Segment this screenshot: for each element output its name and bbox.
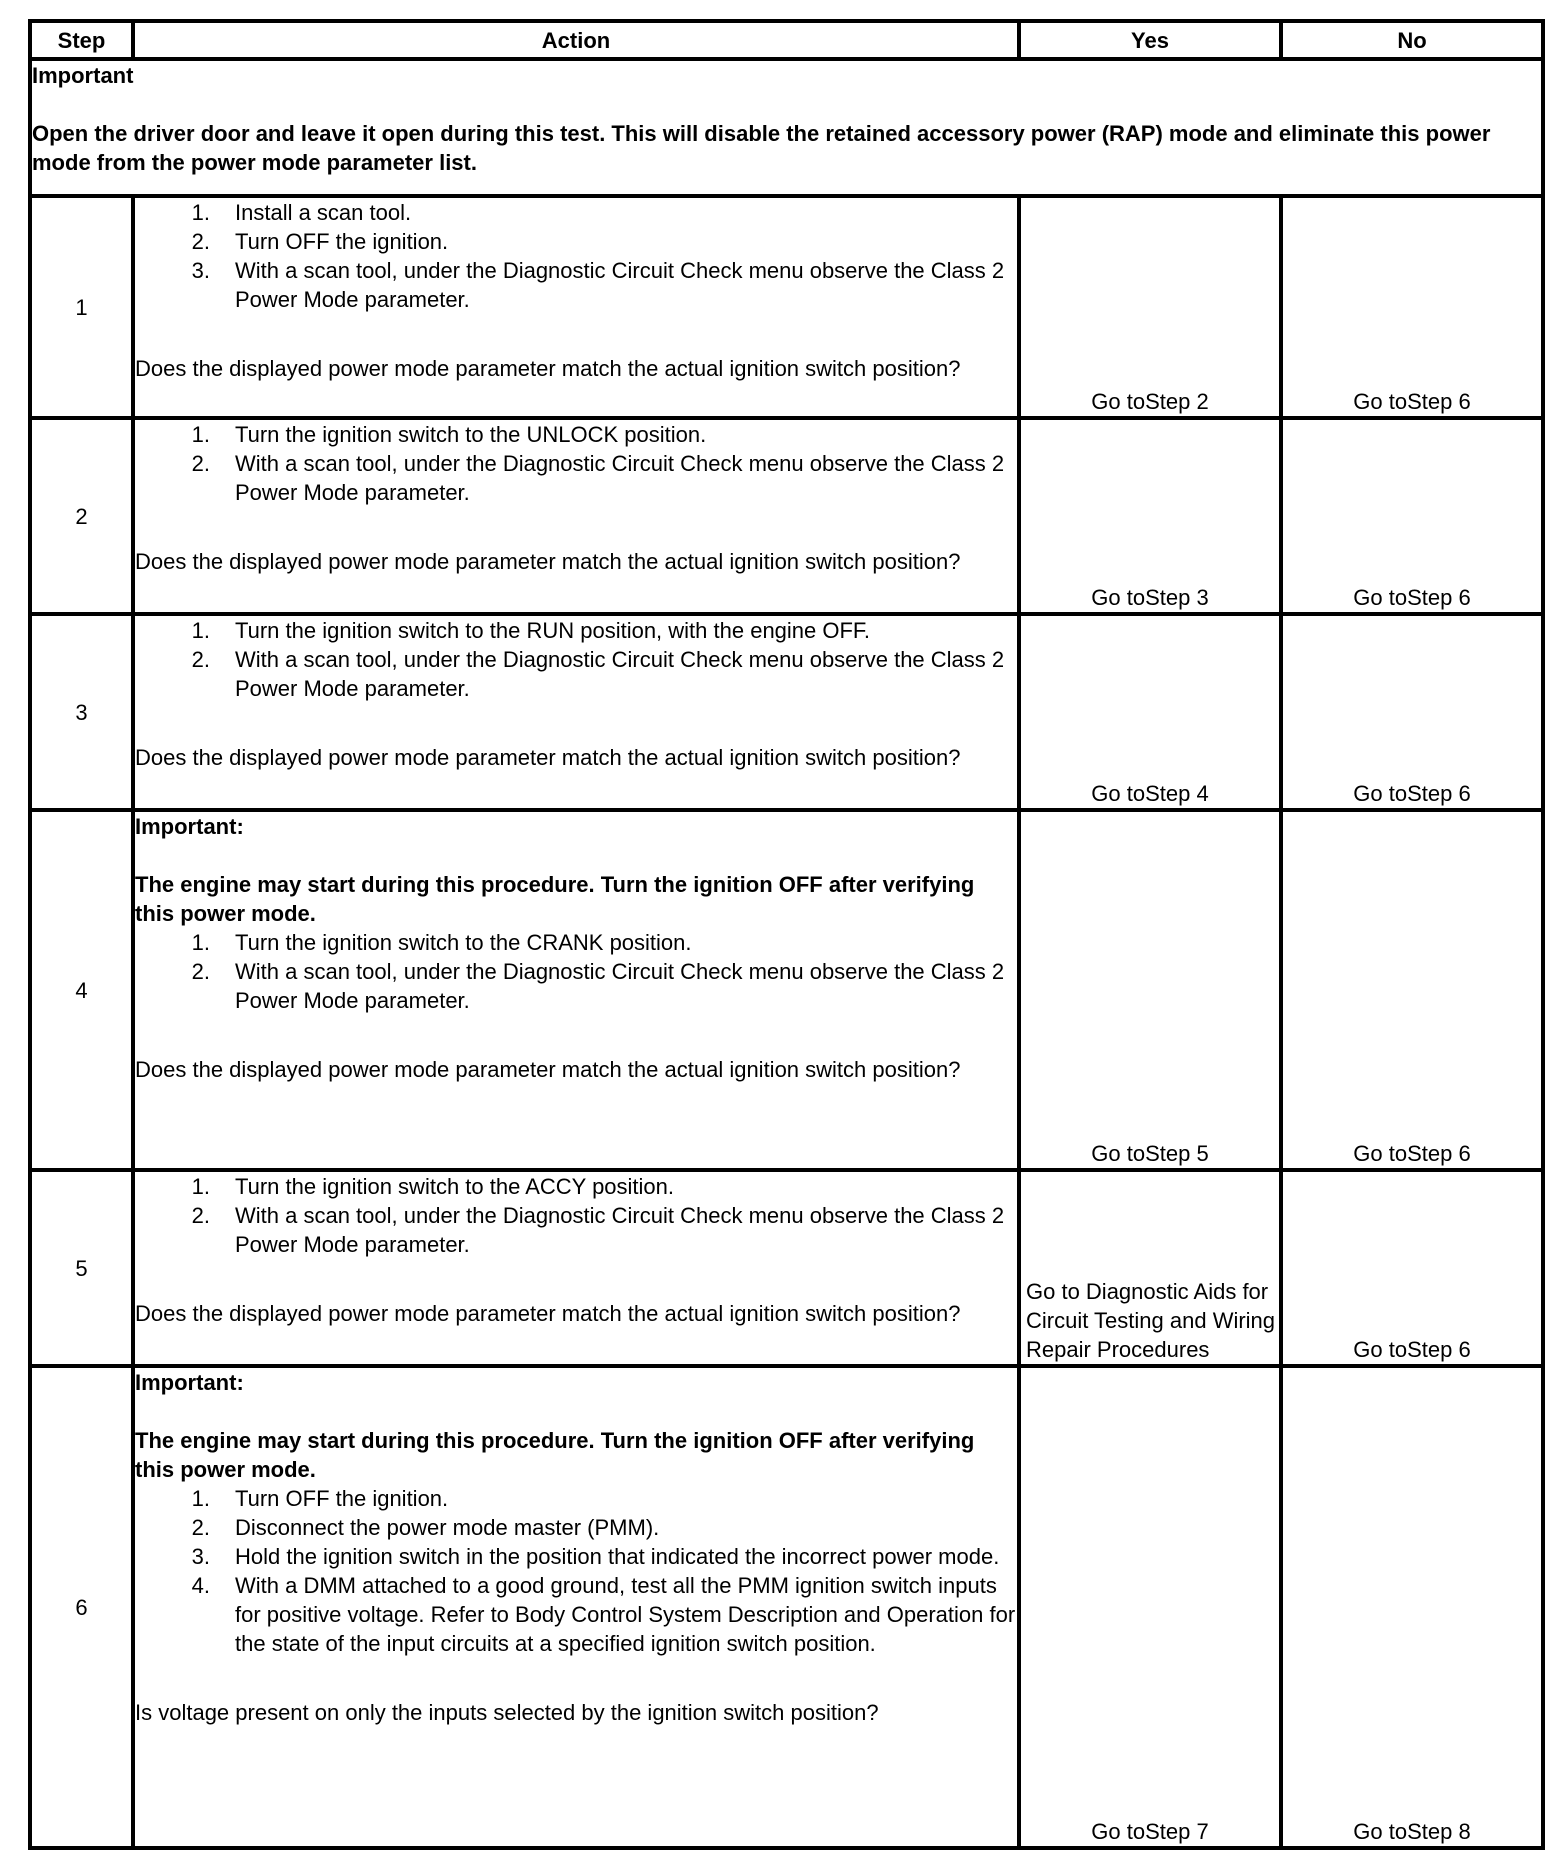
- action-cell: [133, 1366, 1019, 1848]
- list-text: With a scan tool, under the Diagnostic Circuit Check menu observe the Class 2 Power Mode parameter.: [235, 451, 1005, 505]
- yes-result: Go toStep 3: [1019, 418, 1281, 614]
- action-list: [135, 616, 1017, 703]
- important-note-body: Open the driver door and leave it open during this test. This will disable the retained accessory power (RAP) mode and eliminate this power mode from the power mode parameter list.: [32, 121, 1491, 175]
- question: Does the displayed power mode parameter match the actual ignition switch position?: [135, 745, 961, 770]
- list-number: 1.: [191, 422, 210, 447]
- action-cell: [133, 614, 1019, 810]
- list-number: 2.: [191, 1515, 210, 1540]
- yes-result: Go to Diagnostic Aids for Circuit Testing and Wiring Repair Procedures: [1019, 1170, 1281, 1366]
- action-cell: [133, 418, 1019, 614]
- yes-result: Go toStep 5: [1019, 810, 1281, 1170]
- question: Does the displayed power mode parameter match the actual ignition switch position?: [135, 1301, 961, 1326]
- list-text: Turn the ignition switch to the RUN position, with the engine OFF.: [235, 618, 871, 643]
- list-item: [191, 1484, 1017, 1513]
- list-item: [191, 1172, 1017, 1201]
- important-note: [30, 59, 1543, 196]
- action-list: [135, 1484, 1017, 1658]
- list-text: Install a scan tool.: [235, 200, 412, 225]
- list-text: With a DMM attached to a good ground, test all the PMM ignition switch inputs for positive voltage. Refer to Body Control System Description and Operation for the state of the input circuits at a specified ignition switch position.: [235, 1573, 1016, 1656]
- list-text: Turn OFF the ignition.: [235, 1486, 449, 1511]
- list-number: 1.: [191, 930, 210, 955]
- list-item: [191, 198, 1017, 227]
- step-number: 2: [30, 418, 133, 614]
- action-cell: [133, 196, 1019, 418]
- table-row: [30, 418, 1543, 614]
- question: Does the displayed power mode parameter match the actual ignition switch position?: [135, 549, 961, 574]
- action-list: [135, 928, 1017, 1015]
- header-step: Step: [30, 21, 133, 59]
- list-item: [191, 645, 1017, 703]
- important-title: Important:: [135, 814, 244, 839]
- list-text: With a scan tool, under the Diagnostic Circuit Check menu observe the Class 2 Power Mode parameter.: [235, 258, 1005, 312]
- no-result: Go toStep 8: [1281, 1366, 1543, 1848]
- action-cell: [133, 810, 1019, 1170]
- list-text: With a scan tool, under the Diagnostic Circuit Check menu observe the Class 2 Power Mode parameter.: [235, 959, 1005, 1013]
- important-body: The engine may start during this procedure. Turn the ignition OFF after verifying this power mode.: [135, 872, 975, 926]
- action-list: [135, 420, 1017, 507]
- list-number: 1.: [191, 200, 210, 225]
- list-number: 3.: [191, 258, 210, 283]
- list-item: [191, 616, 1017, 645]
- list-text: With a scan tool, under the Diagnostic Circuit Check menu observe the Class 2 Power Mode parameter.: [235, 647, 1005, 701]
- header-yes: Yes: [1019, 21, 1281, 59]
- step-number: 6: [30, 1366, 133, 1848]
- action-list: [135, 1172, 1017, 1259]
- step-number: 1: [30, 196, 133, 418]
- table-row: [30, 196, 1543, 418]
- header-no: No: [1281, 21, 1543, 59]
- yes-result: Go toStep 2: [1019, 196, 1281, 418]
- list-text: Hold the ignition switch in the position that indicated the incorrect power mode.: [235, 1544, 1000, 1569]
- important-note-title: Important: [32, 63, 134, 88]
- list-number: 2.: [191, 647, 210, 672]
- table-row: [30, 1170, 1543, 1366]
- step-number: 3: [30, 614, 133, 810]
- list-text: Disconnect the power mode master (PMM).: [235, 1515, 660, 1540]
- list-number: 2.: [191, 229, 210, 254]
- list-number: 2.: [191, 1203, 210, 1228]
- no-result: Go toStep 6: [1281, 418, 1543, 614]
- list-item: [191, 449, 1017, 507]
- step-number: 4: [30, 810, 133, 1170]
- list-text: Turn the ignition switch to the CRANK position.: [235, 930, 692, 955]
- yes-result: Go toStep 7: [1019, 1366, 1281, 1848]
- list-item: [191, 1542, 1017, 1571]
- question: Does the displayed power mode parameter match the actual ignition switch position?: [135, 356, 961, 381]
- header-row: [30, 21, 1543, 59]
- list-number: 2.: [191, 451, 210, 476]
- no-result: Go toStep 6: [1281, 196, 1543, 418]
- important-title: Important:: [135, 1370, 244, 1395]
- list-number: 4.: [191, 1573, 210, 1598]
- list-item: [191, 227, 1017, 256]
- action-list: [135, 198, 1017, 314]
- no-result: Go toStep 6: [1281, 614, 1543, 810]
- no-result: Go toStep 6: [1281, 810, 1543, 1170]
- list-item: [191, 256, 1017, 314]
- step-number: 5: [30, 1170, 133, 1366]
- yes-result: Go toStep 4: [1019, 614, 1281, 810]
- important-note-row: [30, 59, 1543, 196]
- list-number: 1.: [191, 1174, 210, 1199]
- diagnostic-table: [28, 19, 1545, 1850]
- list-item: [191, 420, 1017, 449]
- table-row: [30, 810, 1543, 1170]
- no-result: Go toStep 6: [1281, 1170, 1543, 1366]
- list-item: [191, 928, 1017, 957]
- list-item: [191, 1513, 1017, 1542]
- list-number: 1.: [191, 618, 210, 643]
- list-text: Turn the ignition switch to the UNLOCK position.: [235, 422, 707, 447]
- table-row: [30, 614, 1543, 810]
- list-item: [191, 957, 1017, 1015]
- list-item: [191, 1201, 1017, 1259]
- important-body: The engine may start during this procedure. Turn the ignition OFF after verifying this power mode.: [135, 1428, 975, 1482]
- header-action: Action: [133, 21, 1019, 59]
- list-text: Turn the ignition switch to the ACCY position.: [235, 1174, 675, 1199]
- question: Is voltage present on only the inputs selected by the ignition switch position?: [135, 1700, 879, 1725]
- list-text: Turn OFF the ignition.: [235, 229, 449, 254]
- question: Does the displayed power mode parameter match the actual ignition switch position?: [135, 1057, 961, 1082]
- list-item: [191, 1571, 1017, 1658]
- table-row: [30, 1366, 1543, 1848]
- list-number: 2.: [191, 959, 210, 984]
- list-number: 1.: [191, 1486, 210, 1511]
- list-text: With a scan tool, under the Diagnostic Circuit Check menu observe the Class 2 Power Mode parameter.: [235, 1203, 1005, 1257]
- action-cell: [133, 1170, 1019, 1366]
- list-number: 3.: [191, 1544, 210, 1569]
